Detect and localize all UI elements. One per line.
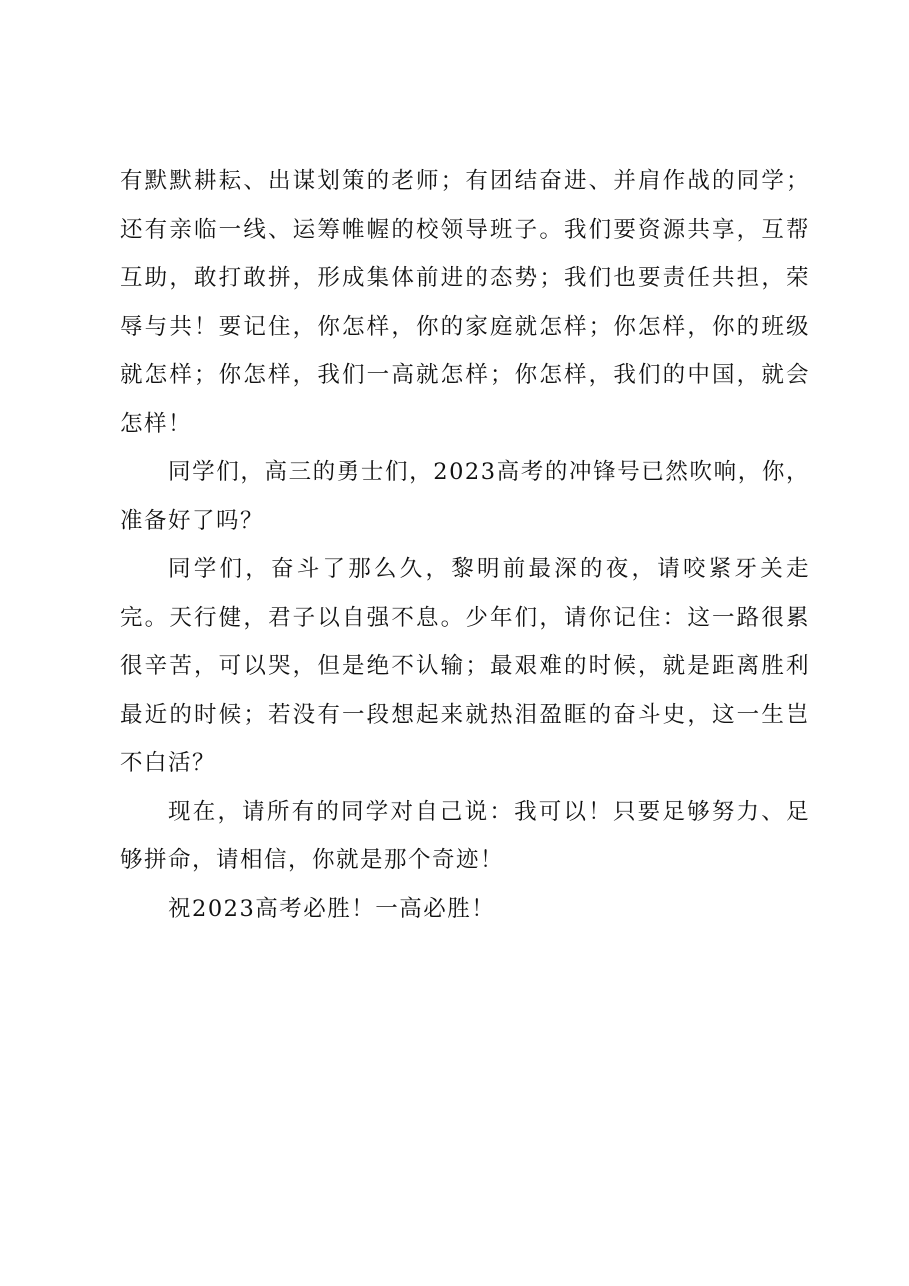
paragraph-1: 有默默耕耘、出谋划策的老师；有团结奋进、并肩作战的同学；还有亲临一线、运筹帷幄的校领导班子。我们要资源共享，互帮互助，敢打敢拼，形成集体前进的态势；我们也要责任共担，荣辱与共！要记住，你怎样，你的家庭就怎样；你怎样，你的班级就怎样；你怎样，我们一高就怎样；你怎样，我们的中国，就会怎样！ [120,168,810,437]
paragraph-3: 同学们，奋斗了那么久，黎明前最深的夜，请咬紧牙关走完。天行健，君子以自强不息。少年们，请你记住：这一路很累很辛苦，可以哭，但是绝不认输；最艰难的时候，就是距离胜利最近的时候；若没有一段想起来就热泪盈眶的奋斗史，这一生岂不白活？ [120,556,810,776]
paragraph-4: 现在，请所有的同学对自己说：我可以！只要足够努力、足够拼命，请相信，你就是那个奇迹！ [120,798,810,873]
document-body [120,157,810,933]
paragraph-5: 祝2023高考必胜！一高必胜！ [168,895,496,922]
paragraph-2: 同学们，高三的勇士们，2023高考的冲锋号已然吹响，你，准备好了吗？ [120,459,810,534]
